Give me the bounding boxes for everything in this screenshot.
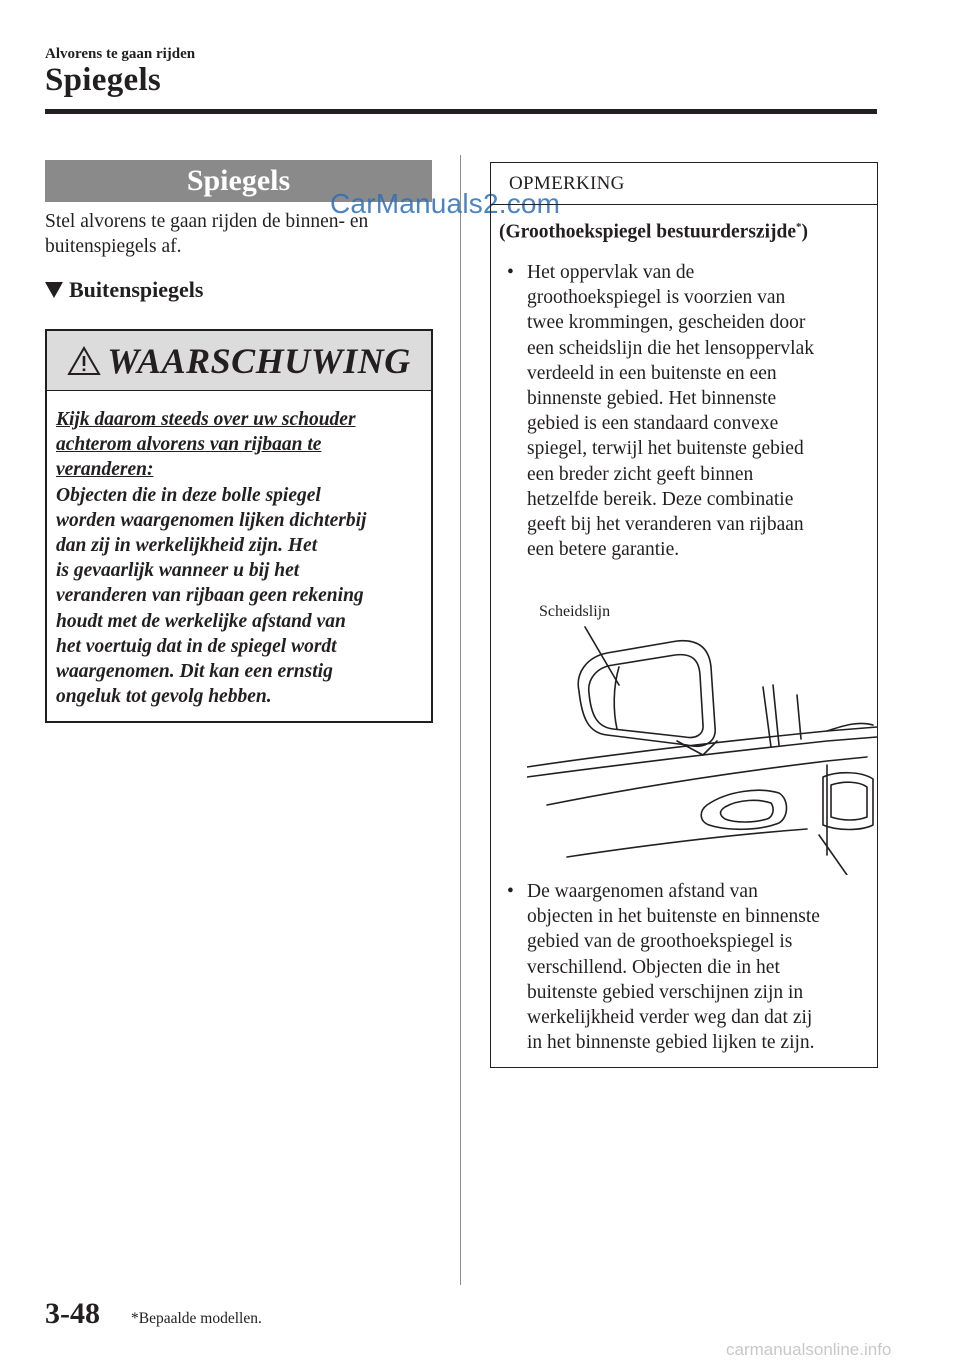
bullet-dot: • [507, 262, 514, 283]
note-line: een breder zicht geeft binnen [527, 463, 754, 485]
column-divider [460, 155, 461, 1285]
subheading-text: Buitenspiegels [69, 277, 204, 302]
warning-line: waargenomen. Dit kan een ernstig [56, 661, 333, 683]
note-line: verdeeld in een buitenste en een [527, 362, 777, 384]
note-line: hetzelfde bereik. Deze combinatie [527, 488, 794, 510]
footnote-mark: * [796, 221, 802, 233]
section-banner: Spiegels [45, 160, 432, 202]
note-title: OPMERKING [509, 173, 625, 194]
footnote: *Bepaalde modellen. [131, 1310, 262, 1327]
warning-title: WAARSCHUWING [107, 340, 411, 381]
warning-line: Objecten die in deze bolle spiegel [56, 484, 321, 506]
note-line: spiegel, terwijl het buitenste gebied [527, 438, 804, 460]
warning-line: ongeluk tot gevolg hebben. [56, 686, 272, 708]
note-bullet-1 [507, 260, 877, 562]
note-line: gebied van de groothoekspiegel is [527, 931, 793, 953]
footer-watermark: carmanualsonline.info [726, 1340, 892, 1359]
mirror-figure [527, 595, 877, 875]
note-line: in het binnenste gebied lijken te zijn. [527, 1032, 815, 1054]
note-line: objecten in het buitenste en binnenste [527, 906, 820, 928]
warning-triangle-icon [67, 346, 101, 376]
note-line: De waargenomen afstand van [527, 881, 758, 902]
note-line: Het oppervlak van de [527, 262, 695, 283]
triangle-down-icon [45, 282, 63, 298]
section-label: Alvorens te gaan rijden [45, 46, 196, 62]
note-line: een scheidslijn die het lensoppervlak [527, 337, 814, 359]
subheading-buitenspiegels [45, 277, 203, 303]
note-line: geeft bij het veranderen van rijbaan [527, 514, 804, 536]
warning-line: dan zij in werkelijkheid zijn. Het [56, 535, 318, 557]
note-line: werkelijkheid verder weg dan dat zij [527, 1007, 813, 1029]
note-line: een betere garantie. [527, 539, 680, 561]
page-number: 3-48 [45, 1297, 100, 1330]
note-line: groothoekspiegel is voorzien van [527, 287, 786, 309]
warning-header [47, 331, 431, 391]
note-line: binnenste gebied. Het binnenste [527, 388, 777, 410]
warning-line: Kijk daarom steeds over uw schouder [56, 409, 356, 430]
note-box [490, 162, 878, 1068]
warning-line: veranderen van rijbaan geen rekening [56, 585, 364, 607]
page-title: Spiegels [45, 62, 162, 98]
bullet-dot: • [507, 881, 514, 902]
warning-box [45, 329, 433, 723]
warning-line: is gevaarlijk wanneer u bij het [56, 560, 300, 582]
warning-line: veranderen: [56, 459, 154, 481]
warning-line: houdt met de werkelijke afstand van [56, 610, 346, 632]
note-bullet-2 [507, 879, 877, 1055]
note-line: gebied is een standaard convexe [527, 413, 779, 435]
note-line: verschillend. Objecten die in het [527, 956, 780, 978]
intro-paragraph: Stel alvorens te gaan rijden de binnen- en buitenspiegels af. [45, 211, 369, 257]
note-line: buitenste gebied verschijnen zijn in [527, 981, 804, 1003]
note-header [491, 163, 877, 205]
warning-line: achterom alvorens van rijbaan te [56, 434, 322, 456]
warning-line: worden waargenomen lijken dichterbij [56, 509, 367, 531]
figure-label-scheidslijn: Scheidslijn [539, 603, 611, 620]
warning-line: het voertuig dat in de spiegel wordt [56, 635, 337, 657]
warning-body [47, 391, 431, 709]
side-mirror-illustration [527, 595, 877, 875]
watermark-logo: CarManuals2.com [330, 188, 561, 219]
header-rule [45, 109, 877, 114]
note-subheading: (Groothoekspiegel bestuurderszijde*) [499, 221, 808, 243]
note-line: twee krommingen, gescheiden door [527, 312, 806, 334]
